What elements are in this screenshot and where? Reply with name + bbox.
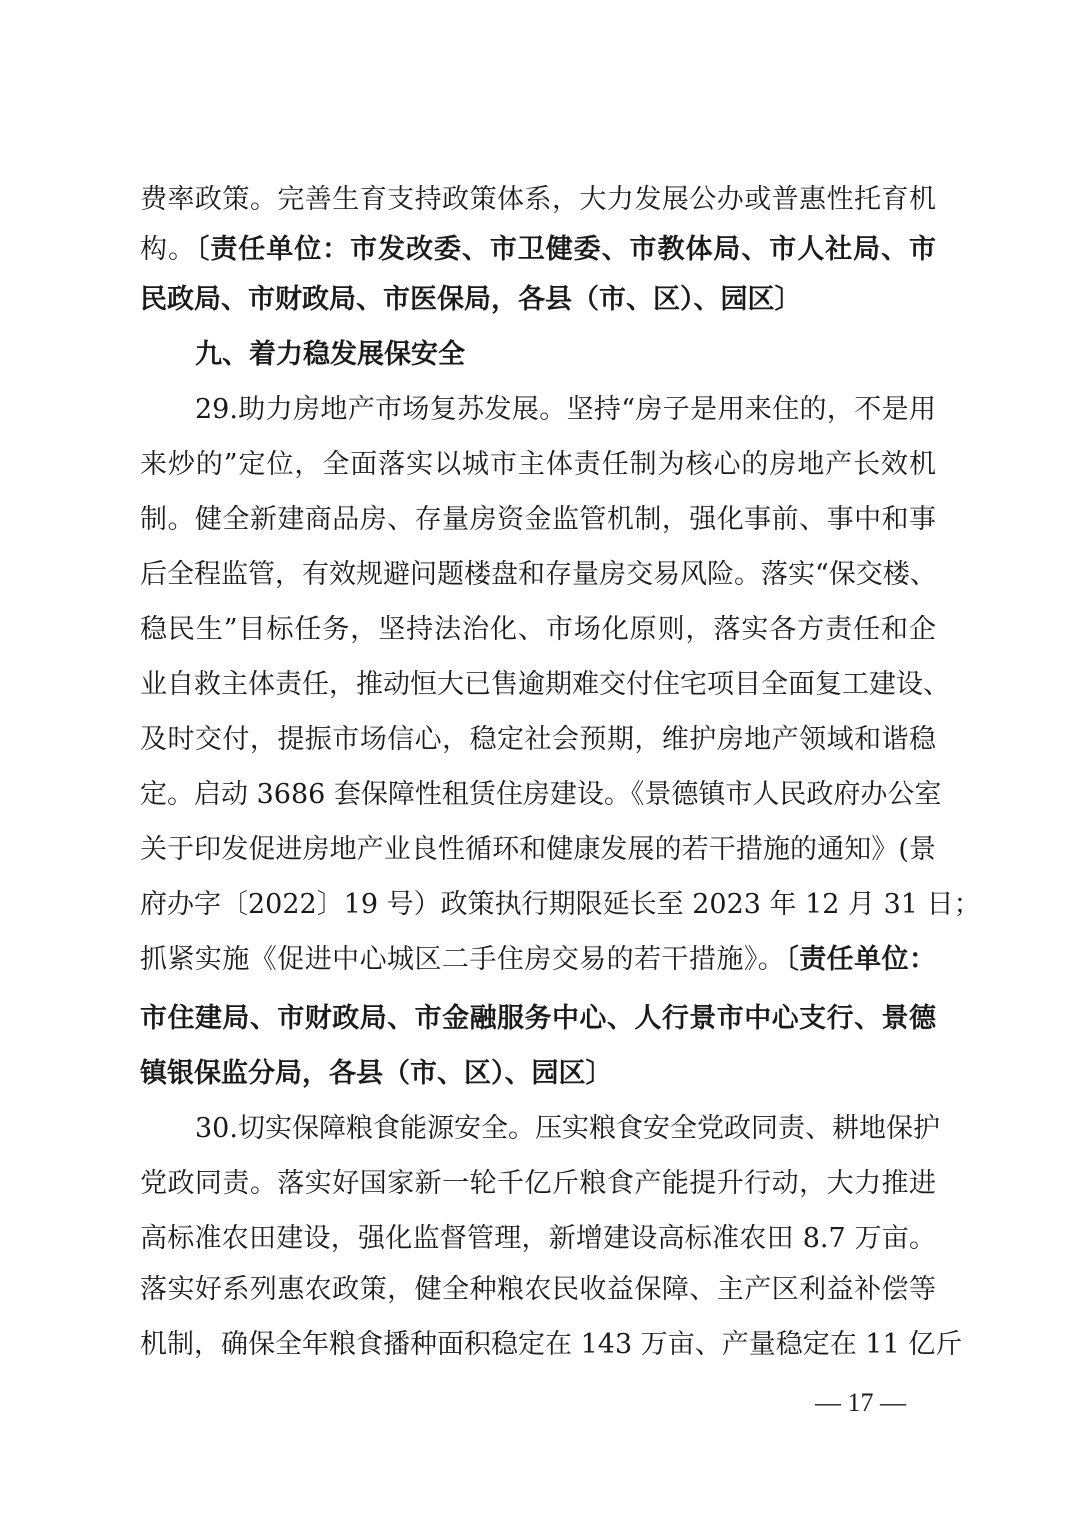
- bold-text-run: 〔责任单位：市发改委、市卫健委、市教体局、市人社局、市: [195, 234, 937, 265]
- bold-text-run: 〔责任单位：: [785, 944, 937, 975]
- text-line: [140, 1166, 936, 1202]
- text-run: 29.助力房地产市场复苏发展。: [195, 394, 567, 425]
- text-line: [140, 447, 936, 483]
- text-line: [195, 392, 936, 428]
- text-line: [140, 667, 950, 703]
- text-run: 30.切实保障粮食能源安全。: [195, 1113, 535, 1144]
- text-run: 费率政策。完善生育支持政策体系，大力发展公办或普惠性托育机: [140, 184, 936, 215]
- text-line: [140, 1001, 936, 1037]
- text-run: 后全程监管，有效规避问题楼盘和存量房交易风险。落实“保交楼、: [140, 559, 937, 590]
- text-line: [140, 182, 936, 218]
- text-line: [140, 282, 936, 318]
- text-line: [140, 722, 936, 758]
- text-run: 来炒的”定位，全面落实以城市主体责任制为核心的房地产长效机: [140, 449, 936, 480]
- bold-text-run: 九、着力稳发展保安全: [195, 339, 465, 370]
- text-run: 业自救主体责任，推动恒大已售逾期难交付住宅项目全面复工建设、: [140, 669, 950, 700]
- text-line: [140, 942, 936, 978]
- text-line: [140, 1327, 963, 1363]
- text-run: 坚持“房子是用来住的，不是用: [566, 394, 936, 425]
- text-line: [140, 1056, 936, 1092]
- text-run: 党政同责。落实好国家新一轮千亿斤粮食产能提升行动，大力推进: [140, 1168, 936, 1199]
- text-run: 落实好系列惠农政策，健全种粮农民收益保障、主产区利益补偿等: [140, 1274, 936, 1305]
- text-line: [195, 337, 936, 373]
- text-line: [140, 777, 942, 813]
- text-run: 构。: [140, 234, 196, 265]
- bold-text-run: 镇银保监分局，各县（市、区）、园区〕: [140, 1058, 613, 1089]
- text-run: 制。健全新建商品房、存量房资金监管机制，强化事前、事中和事: [140, 504, 936, 535]
- text-line: [140, 887, 981, 923]
- text-line: [140, 502, 936, 538]
- text-run: 压实粮食安全党政同责、耕地保护: [534, 1113, 940, 1144]
- text-run: 及时交付，提振市场信心，稳定社会预期，维护房地产领域和谐稳: [140, 724, 936, 755]
- text-run: 高标准农田建设，强化监督管理，新增建设高标准农田 8.7 万亩。: [140, 1223, 936, 1254]
- text-line: [195, 1111, 940, 1147]
- text-run: 定。启动 3686 套保障性租赁住房建设。《景德镇市人民政府办公室: [140, 779, 942, 810]
- text-line: [140, 232, 936, 268]
- text-run: 府办字〔2022〕19 号）政策执行期限延长至 2023 年 12 月 31 日；: [140, 889, 981, 920]
- bold-text-run: 民政局、市财政局、市医保局，各县（市、区）、园区〕: [140, 284, 802, 315]
- text-run: 关于印发促进房地产业良性循环和健康发展的若干措施的通知》(景: [140, 834, 936, 865]
- text-line: [140, 1272, 936, 1308]
- text-run: 稳民生”目标任务，坚持法治化、市场化原则，落实各方责任和企: [140, 614, 936, 645]
- text-line: [140, 832, 936, 868]
- text-run: 机制，确保全年粮食播种面积稳定在 143 万亩、产量稳定在 11 亿斤: [140, 1329, 963, 1360]
- text-line: [140, 612, 936, 648]
- text-line: [140, 557, 936, 593]
- page-number: — 17 —: [815, 1388, 906, 1417]
- bold-text-run: 市住建局、市财政局、市金融服务中心、人行景市中心支行、景德: [140, 1003, 936, 1034]
- text-run: 抓紧实施《促进中心城区二手住房交易的若干措施》。: [140, 944, 786, 975]
- text-line: [140, 1221, 936, 1257]
